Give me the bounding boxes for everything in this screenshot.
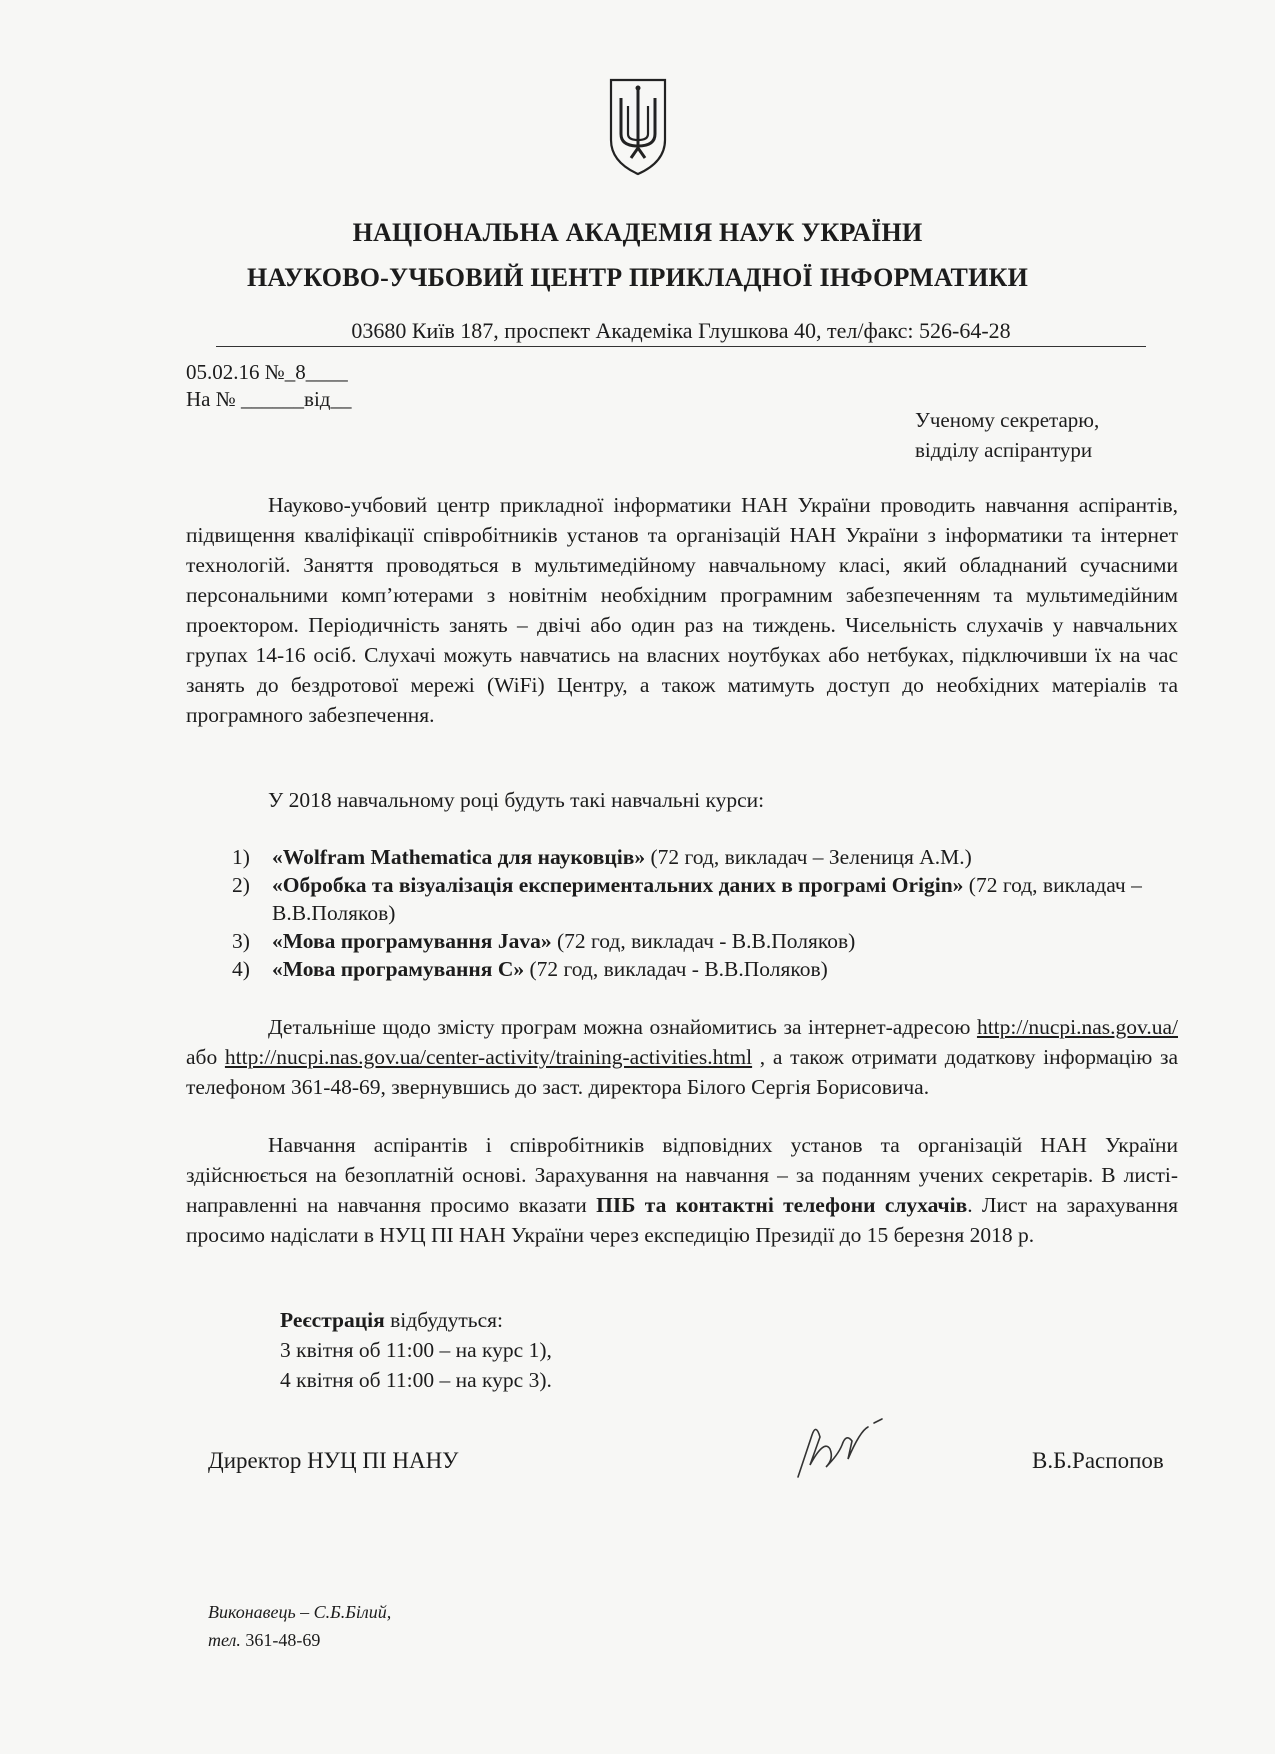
course-item bbox=[232, 871, 1178, 927]
director-title: Директор НУЦ ПІ НАНУ bbox=[208, 1448, 459, 1473]
course-number: 1) bbox=[232, 845, 250, 869]
course-title: «Wolfram Mathematica для науковців» bbox=[272, 845, 646, 869]
details-paragraph bbox=[186, 1012, 1178, 1102]
course-number: 4) bbox=[232, 957, 250, 981]
address-line: 03680 Київ 187, проспект Академіка Глушкова 40, тел/факс: 526-64-28 bbox=[216, 318, 1146, 347]
registration-heading bbox=[280, 1305, 552, 1335]
course-details: (72 год, викладач – В.В.Поляков) bbox=[272, 873, 1142, 925]
course-list bbox=[232, 843, 1178, 983]
enrollment-paragraph bbox=[186, 1130, 1178, 1250]
course-title: «Мова програмування Java» bbox=[272, 929, 552, 953]
course-item bbox=[232, 955, 1178, 983]
executor-phone-label: тел. bbox=[208, 1630, 241, 1650]
enrollment-required-info: ПІБ та контактні телефони слухачів bbox=[596, 1193, 968, 1217]
handwritten-signature bbox=[790, 1415, 895, 1483]
details-text-end: , а також отримати додаткову інформацію за телефоном 361-48-69, звернувшись до заст. директора Білого Сергія Борисовича. bbox=[186, 1045, 1178, 1099]
course-details: (72 год, викладач - В.В.Поляков) bbox=[551, 929, 856, 953]
recipient-line-2: відділу аспірантури bbox=[915, 438, 1093, 462]
registration-label: Реєстрація bbox=[280, 1308, 385, 1332]
trident-coat-of-arms-icon bbox=[607, 76, 669, 178]
intro-paragraph: Науково-учбовий центр прикладної інформатики НАН України проводить навчання аспірантів, підвищення кваліфікації співробітників установ та організацій НАН України з інформатики та інтернет технологій. Заняття проводяться в мультимедійному навчальному класі, який обладнаний сучасними персональними комп’ютерами з новітнім необхідним програмним забезпеченням та мультимедійним проектором. Періодичність занять – двічі або один раз на тиждень. Чисельність слухачів у навчальних групах 14-16 осіб. Слухачі можуть навчатись на власних ноутбуках або нетбуках, підключивши їх на час занять до бездротової мережі (WiFi) Центру, а також матимуть доступ до необхідних матеріалів та програмного забезпечення. bbox=[186, 493, 1178, 727]
details-paragraph-block bbox=[186, 1012, 1178, 1102]
enrollment-text-end: . Лист на зарахування просимо надіслати в НУЦ ПІ НАН України через експедицію Президії до 15 березня 2018 р. bbox=[186, 1193, 1178, 1247]
registration-label-rest: відбудуться: bbox=[384, 1308, 503, 1332]
course-details: (72 год, викладач - В.В.Поляков) bbox=[524, 957, 828, 981]
center-title: НАУКОВО-УЧБОВИЙ ЦЕНТР ПРИКЛАДНОЇ ІНФОРМАТИКИ bbox=[246, 263, 1028, 292]
enrollment-paragraph-block bbox=[186, 1130, 1178, 1250]
director-name: В.Б.Распопов bbox=[1032, 1448, 1164, 1473]
course-number: 3) bbox=[232, 929, 250, 953]
executor-phone-line bbox=[208, 1626, 391, 1654]
website-link[interactable]: http://nucpi.nas.gov.ua/ bbox=[976, 1015, 1178, 1039]
executor-phone: 361-48-69 bbox=[240, 1630, 321, 1650]
executor-name: Виконавець – С.Б.Білий, bbox=[208, 1602, 392, 1622]
enrollment-text-start: Навчання аспірантів і співробітників відповідних установ та організацій НАН України здійснюється на безоплатній основі. Зарахування на навчання – за поданням учених секретарів. В листі-направленні на навчання просимо вказати bbox=[186, 1133, 1178, 1217]
course-details: (72 год, викладач – Зелениця А.М.) bbox=[645, 845, 972, 869]
intro-paragraph-block bbox=[186, 490, 1178, 730]
courses-intro-block bbox=[186, 785, 1178, 815]
course-title: «Мова програмування С» bbox=[272, 957, 525, 981]
organization-title: НАЦІОНАЛЬНА АКАДЕМІЯ НАУК УКРАЇНИ bbox=[352, 218, 923, 247]
training-page-link[interactable]: http://nucpi.nas.gov.ua/center-activity/training-activities.html bbox=[224, 1045, 753, 1069]
recipient-block bbox=[915, 405, 1099, 465]
course-title: «Обробка та візуалізація експериментальних даних в програмі Origin» bbox=[272, 873, 964, 897]
registration-line-2: 4 квітня об 11:00 – на курс 3). bbox=[280, 1368, 552, 1392]
details-text-or: або bbox=[186, 1045, 225, 1069]
course-item bbox=[232, 843, 1178, 871]
reply-reference: На № ______від__ bbox=[186, 387, 352, 411]
course-item bbox=[232, 927, 1178, 955]
registration-block bbox=[280, 1305, 552, 1395]
executor-block bbox=[208, 1598, 391, 1654]
outgoing-number: 05.02.16 №_8____ bbox=[186, 360, 348, 384]
course-number: 2) bbox=[232, 873, 250, 897]
recipient-line-1: Ученому секретарю, bbox=[915, 408, 1100, 432]
courses-intro: У 2018 навчальному році будуть такі навчальні курси: bbox=[268, 788, 765, 812]
registration-line-1: 3 квітня об 11:00 – на курс 1), bbox=[280, 1338, 552, 1362]
details-text-start: Детальніше щодо змісту програм можна ознайомитись за інтернет-адресою bbox=[268, 1015, 977, 1039]
